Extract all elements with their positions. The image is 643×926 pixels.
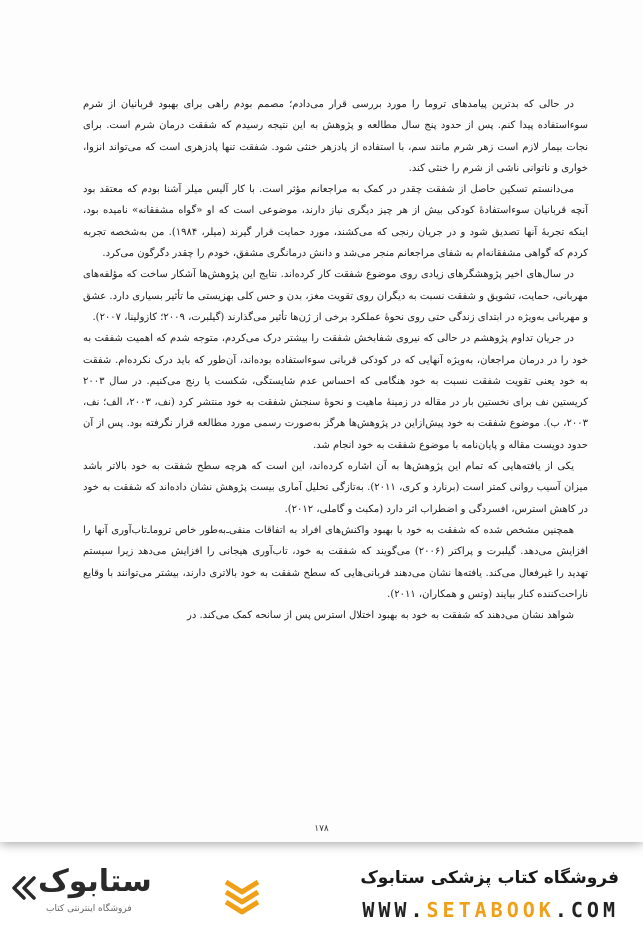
paragraph: همچنین مشخص شده که شفقت به خود با بهبود واکنش‌های افراد به اتفاقات منفی‌ـ‌به‌طور خاص تروما‌ـ‌تاب‌آوری آنها را افزایش می‌دهد. گیلبرت و پراکتر (۲۰۰۶) می‌گویند که شفقت به خود، تاب‌آوری هیجانی را افزایش می‌دهد زیرا سیستم تهدید را غیرفعال می‌کند. یافته‌ها نشان می‌دهند قربانی‌هایی که سطح شفقت به خود بالاتری دارند، بیشتر می‌توانند با وقایع ناراحت‌کننده کنار بیایند (وتس و همکاران، ۲۰۱۱).: [83, 524, 588, 600]
double-chevron-left-icon: [12, 876, 38, 900]
body-text: [83, 94, 588, 626]
paragraph: در جریان تداوم پژوهشم در حالی که نیروی شفابخش شفقت را بیشتر درک می‌کردم، متوجه شدم که اهمیت شفقت به خود را در درمان مراجعان، بەویژه آنهایی که در کودکی قربانی سوءاستفاده بوده‌اند، آن‌طور که باید درک نکرده‌ام. شفقت به خود یعنی تقویت شفقت نسبت به خود هنگامی که احساس عدم شایستگی، شکست یا رنج می‌کنیم. در سال ۲۰۰۳ کریستین نف برای نخستین بار در مقاله در زمینهٔ ماهیت و نحوهٔ سنجش شفقت به خود منتشر کرد (نف، ۲۰۰۳، الف؛ نف، ۲۰۰۳، ب). موضوع شفقت به خود پیش‌ازاین در پژوهش‌ها هرگز بەصورت رسمی مورد مطالعه قرار نگرفته بود. پس از آن حدود دویست مقاله و پایان‌نامه با موضوع شفقت به خود انجام شد.: [83, 333, 588, 451]
paragraph: در حالی که بدترین پیامدهای تروما را مورد بررسی قرار می‌دادم؛ مصمم بودم راهی برای بهبود قربانیان از شرم سوءاستفاده پیدا کنم. پس از حدود پنج سال مطالعه و پژوهش به این نتیجه رسیدم که شفقت درمان شرم است. برای نجات بیمار لازم است زهر شرم مانند سم، با استفاده از پادزهر خنثی شود. شفقت تنها پادزهری است که می‌تواند انزوا، خواری و ناتوانی ناشی از شرم را خنثی کند.: [83, 99, 588, 174]
url-suffix: .COM: [554, 898, 619, 922]
logo-wordmark: ستابوک: [38, 864, 152, 899]
store-banner: [0, 856, 643, 926]
paragraph: می‌دانستم تسکین حاصل از شفقت چقدر در کمک به مراجعانم مؤثر است. با کار آلیس میلر آشنا بودم که معتقد بود آنچه قربانیان سوءاستفادهٔ کودکی بیش از هر چیز دیگری نیاز دارند، موضوعی است که او «گواه مشفقانه» نامیده بود، اینکه تجربهٔ آنها تصدیق شود و در جریان رنجی که می‌کشند، مورد حمایت قرار گیرند (میلر، ۱۹۸۴). من بەشخصه تجربه کردم که گواهی مشفقانه‌ام به شفای مراجعانم منجر می‌شد و دانش درمانگری مشفق، خودم را چقدر دگرگون می‌کرد.: [83, 184, 588, 260]
store-title: فروشگاه کتاب پزشکی ستابوک: [360, 868, 619, 888]
setabook-logo[interactable]: [12, 864, 162, 920]
stacked-chevrons-icon: [222, 876, 262, 916]
paragraph: در سال‌های اخیر پژوهشگرهای زیادی روی موضوع شفقت کار کرده‌اند. نتایج این پژوهش‌ها آشکار ساخت که مؤلفه‌های مهربانی، حمایت، تشویق و شفقت نسبت به دیگران روی تقویت مغز، بدن و حس کلی بهزیستی ما تأثیر بسیاری دارد. عشق و مهربانی بەویژه در ابتدای زندگی حتی روی نحوهٔ عملکرد برخی از ژن‌ها تأثیر می‌گذارند (گیلبرت، ۲۰۰۹؛ کازولینا، ۲۰۰۷).: [83, 269, 588, 323]
page-number: ۱۷۸: [314, 824, 329, 834]
paragraph: یکی از یافته‌هایی که تمام این پژوهش‌ها به آن اشاره کرده‌اند، این است که هرچه سطح شفقت به خود بالاتر باشد میزان آسیب روانی کمتر است (برنارد و کری، ۲۰۱۱). بەتازگی تحلیل آماری بیست پژوهش نشان داده‌اند که شفقت به خود در کاهش استرس، افسردگی و اضطراب اثر دارد (مکبث و گاملی، ۲۰۱۲).: [83, 461, 588, 515]
paragraph: شواهد نشان می‌دهند که شفقت به خود به بهبود اختلال استرس پس از سانحه کمک می‌کند. در: [187, 610, 574, 622]
url-brand: SETABOOK: [426, 898, 555, 922]
logo-tagline: فروشگاه اینترنتی کتاب: [46, 904, 132, 914]
store-url-link[interactable]: [362, 898, 619, 922]
url-prefix: WWW.: [362, 898, 427, 922]
